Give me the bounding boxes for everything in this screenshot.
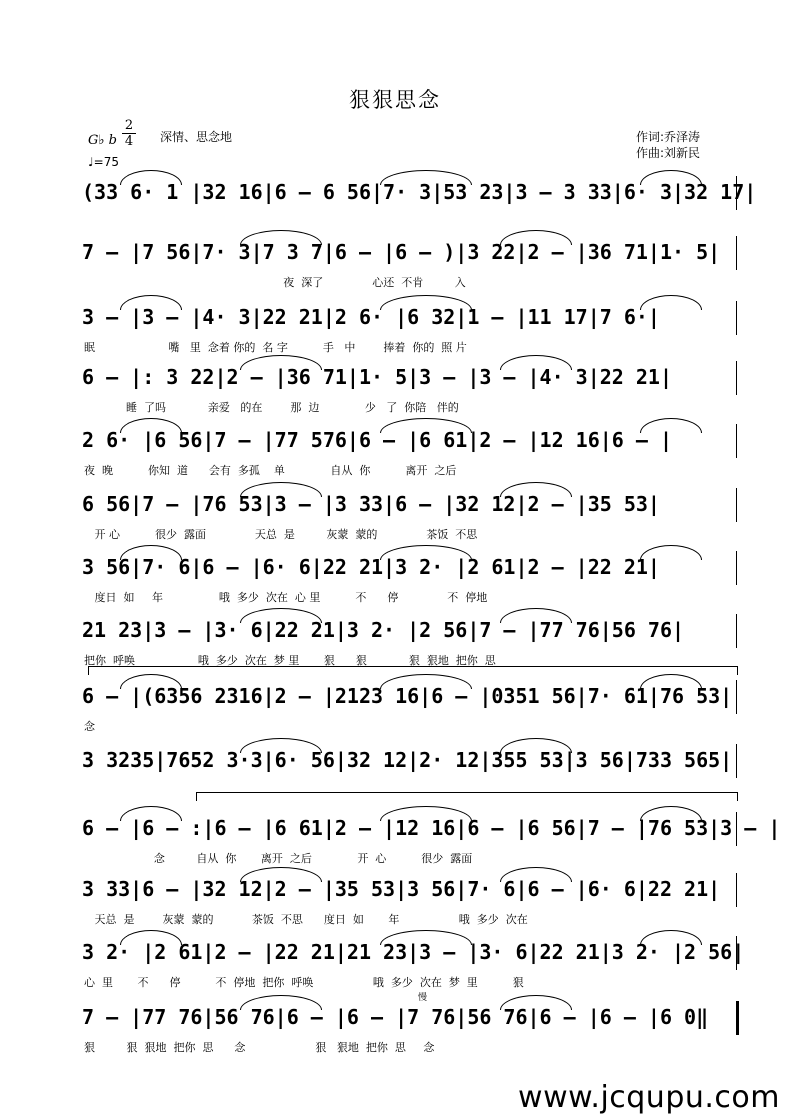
barline [736,424,737,458]
notation-line: 3 56|7· 6|6 — |6· 6|22 21|3 2· |2 61|2 — |22 21| [82,555,660,579]
barline [736,176,737,210]
time-signature-top: 2 [124,118,134,133]
slur [120,295,182,310]
notation-line: (33 6· 1 |32 16|6 — 6 56|7· 3|53 23|3 — 3 33|6· 3|32 17| [82,180,757,204]
first-ending-bracket [88,666,738,675]
lyrics-line: 眠 嘴 里 念着 你的 名 字 手 中 捧着 你的 照 片 [84,341,467,354]
slur [120,930,182,945]
slur [380,930,472,945]
slur [120,806,182,821]
slur [500,608,572,623]
lyrics-line: 念 [84,720,95,733]
slur [500,995,572,1010]
notation-line: 6 — |: 3 22|2 — |36 71|1· 5|3 — |3 — |4· 3|22 21| [82,365,673,389]
barline [736,551,737,585]
barline [736,812,737,846]
slur [640,295,702,310]
lyrics-line: 睡 了吗 亲爱 的在 那 边 少 了 你陪 伴的 [84,401,459,414]
notation-line: 7 — |7 56|7· 3|7 3 7|6 — |6 — )|3 22|2 — |36 71|1· 5| [82,240,721,264]
notation-line: 3 — |3 — |4· 3|22 21|2 6· |6 32|1 — |11 17|7 6·| [82,305,660,329]
barline [736,361,737,395]
slur [240,482,322,497]
slur [500,355,572,370]
slur [240,995,322,1010]
final-barline [736,1001,739,1035]
lyrics-line: 夜 深了 心还 不肯 入 [84,276,466,289]
notation-line: 3 2· |2 61|2 — |22 21|21 23|3 — |3· 6|22 21|3 2· |2 56| [82,940,745,964]
barline [736,744,737,778]
lyrics-line: 开 心 很少 露面 天总 是 灰蒙 蒙的 茶饭 不思 [84,528,478,541]
slur [640,418,702,433]
expression-mark: 深情、思念地 [160,130,233,144]
notation-line: 2 6· |6 56|7 — |77 576|6 — |6 61|2 — |12 16|6 — | [82,428,673,452]
lyrics-line: 把你 呼唤 哦 多少 次在 梦 里 狠 狠 狠 狠地 把你 思 [84,654,496,667]
rit-mark: 慢 [418,993,428,1003]
slur [120,170,182,185]
notation-line: 3 3235|7652 3·3|6· 56|32 12|2· 12|355 53|3 56|733 565| [82,748,733,772]
slur [640,806,702,821]
notation-line: 6 56|7 — |76 53|3 — |3 33|6 — |32 12|2 — |35 53| [82,492,660,516]
slur [380,295,472,310]
slur [240,608,322,623]
notation-line: 6 — |6 — :|6 — |6 61|2 — |12 16|6 — |6 56|7 — |76 53|3 — | [82,816,781,840]
time-signature [122,119,136,148]
slur [640,930,702,945]
slur [640,170,702,185]
slur [500,482,572,497]
notation-line: 7 — |77 76|56 76|6 — |6 — |7 76|56 76|6 — |6 — |6 0‖ [82,1005,709,1029]
barline [736,488,737,522]
barline [736,301,737,335]
slur [380,545,472,560]
slur [640,545,702,560]
tempo-mark: ♩=75 [88,155,119,169]
slur [120,674,182,689]
song-title: 狠狠思念 [349,88,441,112]
lyricist-credit: 作词:乔泽涛 [636,130,701,144]
second-ending-bracket [196,792,738,801]
slur [380,806,472,821]
slur [120,545,182,560]
slur [380,674,472,689]
barline [736,873,737,907]
barline [736,614,737,648]
slur [240,355,322,370]
slur [120,418,182,433]
slur [380,418,472,433]
slur [240,230,322,245]
slur [380,170,472,185]
lyrics-line: 度日 如 年 哦 多少 次在 心 里 不 停 不 停地 [84,591,488,604]
slur [640,674,702,689]
slur [500,230,572,245]
notation-line: 21 23|3 — |3· 6|22 21|3 2· |2 56|7 — |77 76|56 76| [82,618,685,642]
time-signature-bottom: 4 [124,134,134,149]
lyrics-line: 狠 狠 狠地 把你 思 念 狠 狠地 把你 思 念 [84,1041,435,1054]
barline [736,936,737,970]
site-watermark: www.jcqupu.com [518,1080,780,1115]
notation-line: 3 33|6 — |32 12|2 — |35 53|3 56|7· 6|6 — |6· 6|22 21| [82,877,721,901]
slur [240,867,322,882]
lyrics-line: 天总 是 灰蒙 蒙的 茶饭 不思 度日 如 年 哦 多少 次在 [84,913,528,926]
barline [736,680,737,714]
slur [500,738,572,753]
lyrics-line: 心 里 不 停 不 停地 把你 呼唤 哦 多少 次在 梦 里 狠 [84,976,524,989]
notation-line: 6 — |(6356 2316|2 — |2123 16|6 — |0351 56|7· 61|76 53| [82,684,733,708]
slur [500,867,572,882]
slur [240,738,322,753]
lyrics-line: 夜 晚 你知 道 会有 多孤 单 自从 你 离开 之后 [84,464,457,477]
lyrics-line: 念 自从 你 离开 之后 开 心 很少 露面 [84,852,473,865]
barline [736,236,737,270]
composer-credit: 作曲:刘新民 [636,146,701,160]
key-signature: G♭ b [88,133,117,148]
